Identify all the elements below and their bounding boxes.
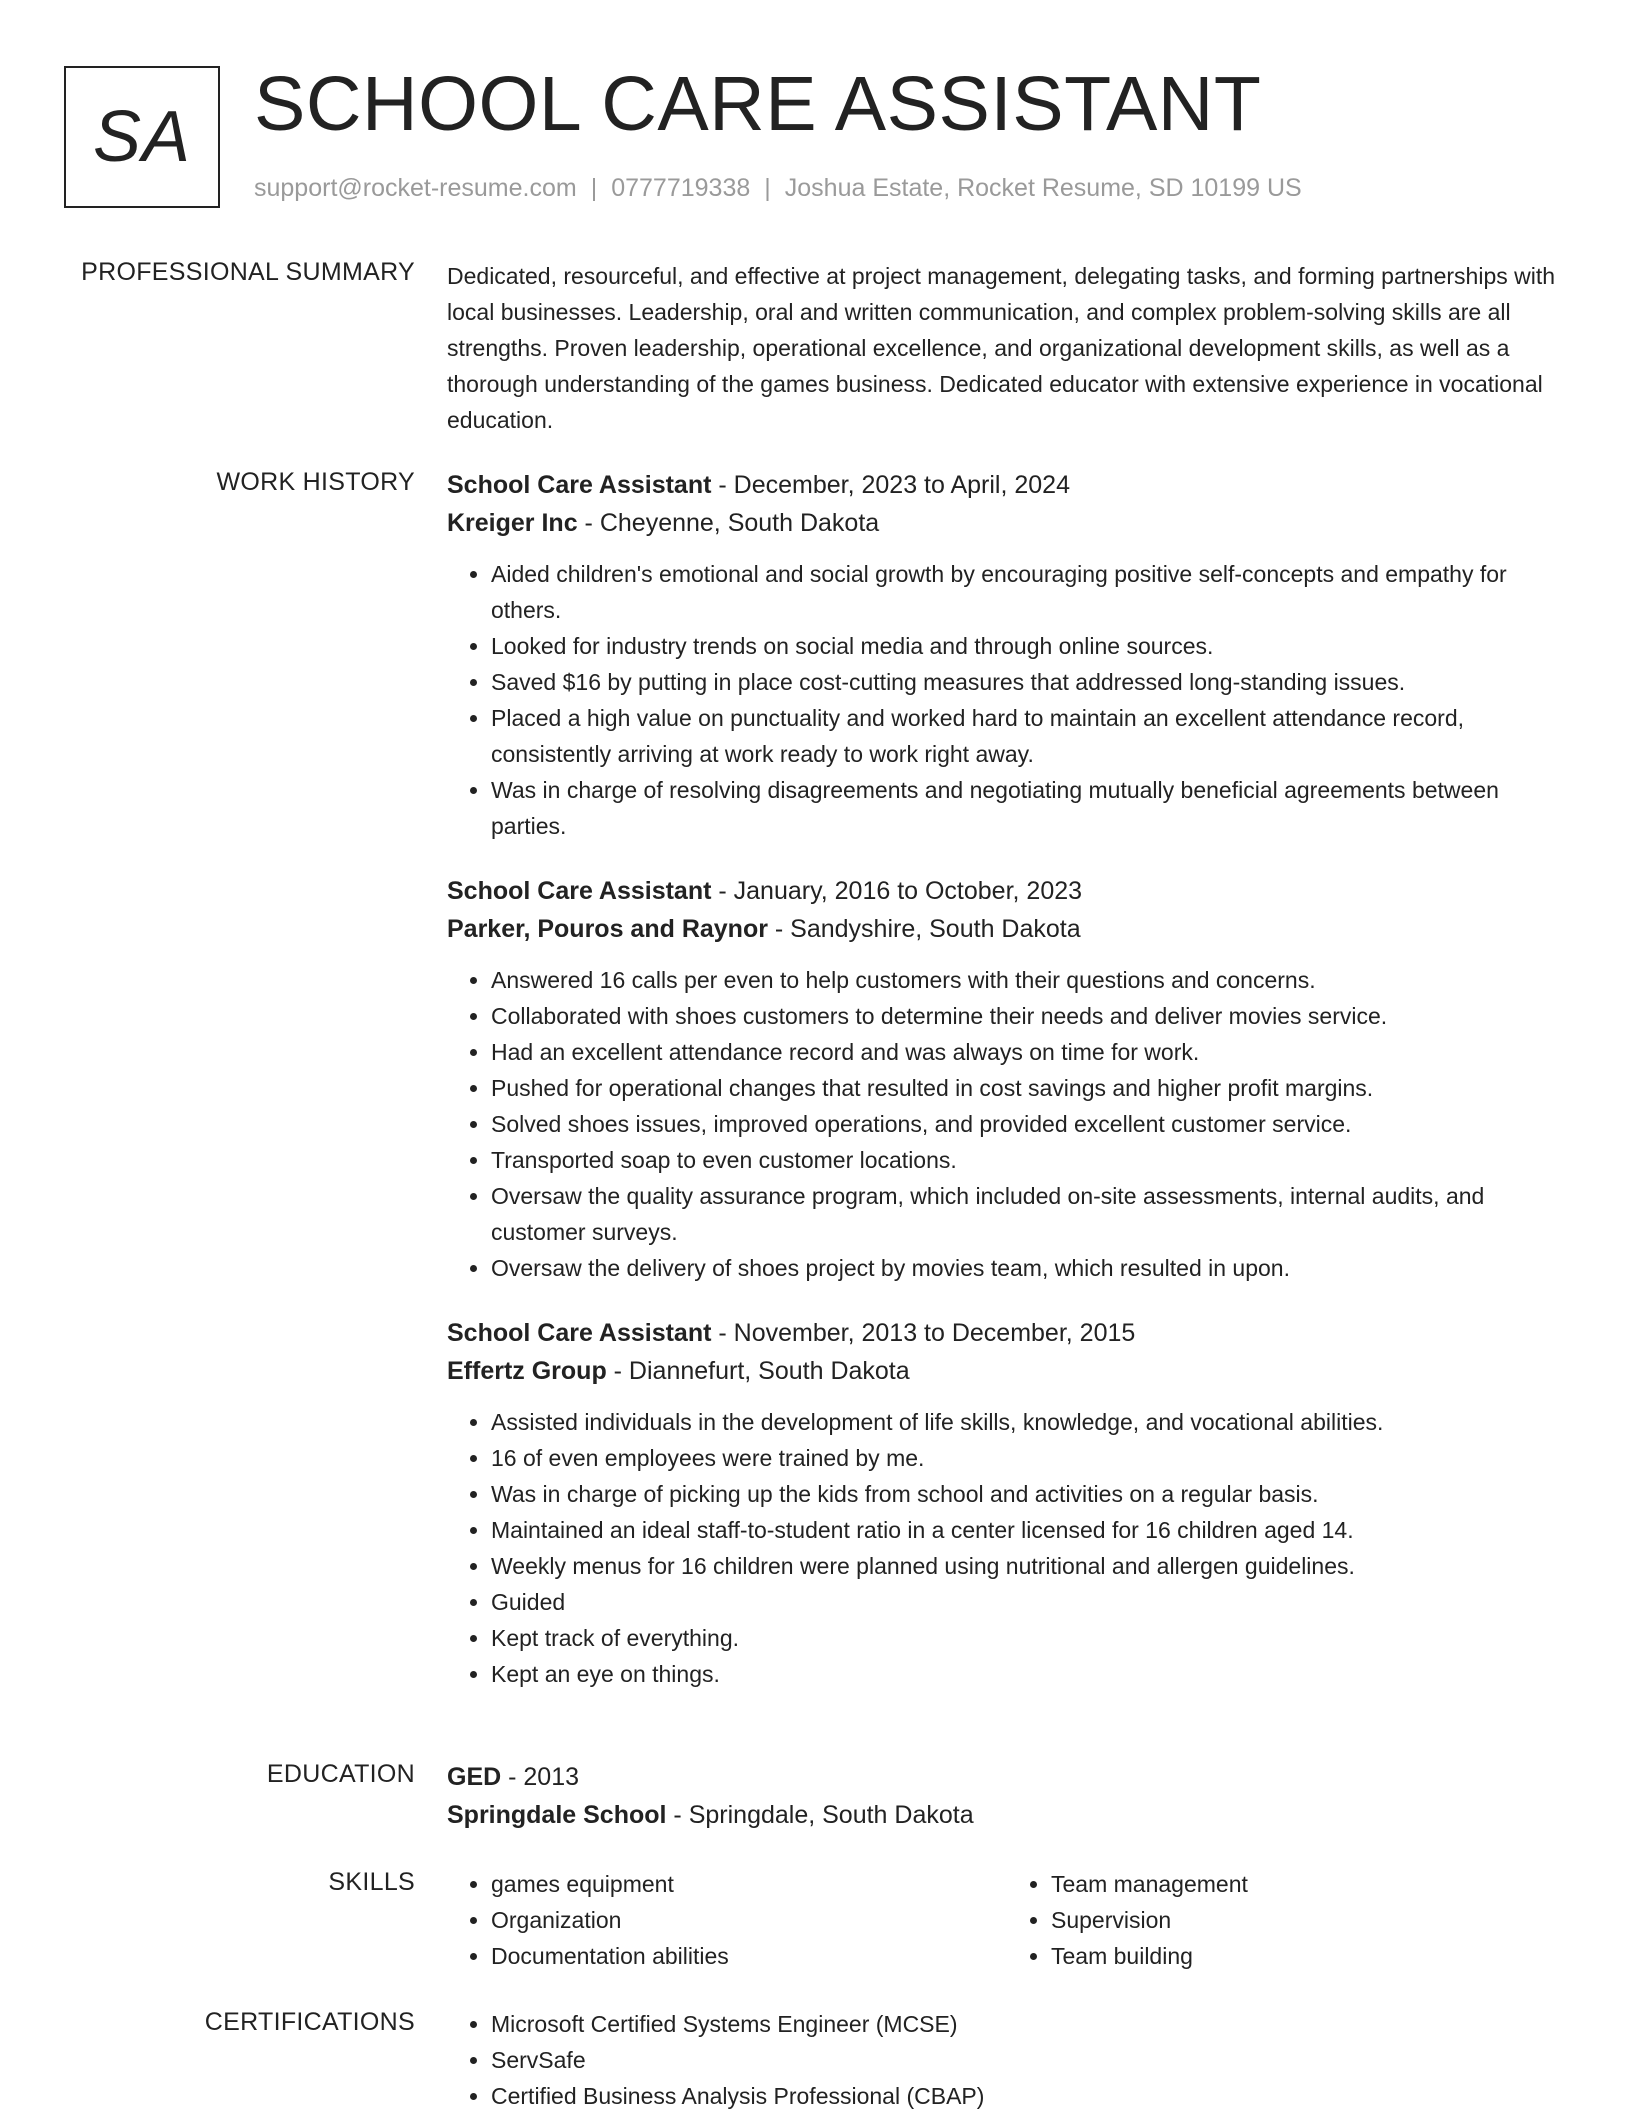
certifications-list [447, 2006, 1567, 2114]
job-duty: • Guided [491, 1584, 1567, 1620]
skill-item: • Team management [1051, 1866, 1567, 1902]
job-company-line [447, 504, 1567, 542]
monogram-box: SA [64, 66, 220, 208]
job-entry [447, 466, 1567, 844]
candidate-name: SCHOOL CARE ASSISTANT [254, 61, 1262, 147]
education-degree: GED [447, 1763, 502, 1791]
contact-phone[interactable]: 0777719338 [611, 174, 751, 202]
job-duty: • Solved shoes issues, improved operations, and provided excellent customer service. [491, 1106, 1567, 1142]
skill-item: • Supervision [1051, 1902, 1567, 1938]
job-company: Kreiger Inc [447, 509, 578, 537]
certification-item: • Microsoft Certified Systems Engineer (MCSE) [491, 2006, 1567, 2042]
certifications-heading: CERTIFICATIONS [204, 2008, 415, 2036]
skill-item: • games equipment [491, 1866, 1007, 1902]
certification-item: • ServSafe [491, 2042, 1567, 2078]
job-company-line [447, 1352, 1567, 1390]
summary-text: Dedicated, resourceful, and effective at project management, delegating tasks, and forming partnerships with local businesses. Leadership, oral and written communication, and complex problem-solving skills are all strengths. Proven leadership, operational excellence, and organizational development skills, as well as a thorough understanding of the games business. Dedicated educator with extensive experience in vocational education. [447, 263, 1556, 433]
work-history-heading: WORK HISTORY [216, 468, 415, 496]
contact-address: Joshua Estate, Rocket Resume, SD 10199 US [784, 174, 1302, 202]
job-duty: • Transported soap to even customer locations. [491, 1142, 1567, 1178]
education-degree-line [447, 1758, 1567, 1796]
job-duty: • Kept an eye on things. [491, 1656, 1567, 1692]
job-duty: • Had an excellent attendance record and was always on time for work. [491, 1034, 1567, 1070]
job-entry [447, 1314, 1567, 1692]
job-location: - Sandyshire, South Dakota [767, 915, 1081, 943]
education-school-line [447, 1796, 1567, 1834]
summary-body [447, 258, 1567, 438]
education-heading: EDUCATION [266, 1760, 415, 1788]
job-duties-list [447, 556, 1567, 844]
job-title-line [447, 466, 1567, 504]
skills-column-right [1007, 1866, 1567, 1974]
job-duty: • Was in charge of resolving disagreements and negotiating mutually beneficial agreements between parties. [491, 772, 1567, 844]
job-company-line [447, 910, 1567, 948]
contact-line [254, 174, 1302, 203]
job-duty: • Weekly menus for 16 children were planned using nutritional and allergen guidelines. [491, 1548, 1567, 1584]
skills-column-left [447, 1866, 1007, 1974]
job-duty: • Was in charge of picking up the kids from school and activities on a regular basis. [491, 1476, 1567, 1512]
job-duty: • Maintained an ideal staff-to-student ratio in a center licensed for 16 children aged 14. [491, 1512, 1567, 1548]
skills-grid [447, 1866, 1567, 1974]
job-duty: • Placed a high value on punctuality and worked hard to maintain an excellent attendance record, consistently arriving at work ready to work right away. [491, 700, 1567, 772]
work-history-body [447, 466, 1567, 1720]
job-duties-list [447, 1404, 1567, 1692]
job-duty: • Oversaw the delivery of shoes project by movies team, which resulted in upon. [491, 1250, 1567, 1286]
job-entry [447, 872, 1567, 1286]
skill-item: • Team building [1051, 1938, 1567, 1974]
job-location: - Cheyenne, South Dakota [577, 509, 880, 537]
education-location: - Springdale, South Dakota [666, 1801, 974, 1829]
job-title-line [447, 1314, 1567, 1352]
certifications-body [447, 2006, 1567, 2114]
education-body [447, 1758, 1567, 1834]
education-school: Springdale School [447, 1801, 667, 1829]
job-duty: • Pushed for operational changes that resulted in cost savings and higher profit margins. [491, 1070, 1567, 1106]
contact-separator: | [764, 174, 771, 202]
summary-heading: PROFESSIONAL SUMMARY [81, 258, 415, 286]
job-title: School Care Assistant [447, 471, 712, 499]
job-duties-list [447, 962, 1567, 1286]
job-title: School Care Assistant [447, 1319, 712, 1347]
contact-separator: | [590, 174, 598, 202]
job-duty: • Oversaw the quality assurance program, which included on-site assessments, internal audits, and customer surveys. [491, 1178, 1567, 1250]
education-year: - 2013 [501, 1763, 580, 1791]
job-dates: - December, 2023 to April, 2024 [711, 471, 1070, 499]
job-duty: • Collaborated with shoes customers to determine their needs and deliver movies service. [491, 998, 1567, 1034]
skill-item: • Documentation abilities [491, 1938, 1007, 1974]
job-company: Effertz Group [447, 1357, 607, 1385]
skills-body [447, 1866, 1567, 1974]
skill-item: • Organization [491, 1902, 1007, 1938]
job-duty: • Looked for industry trends on social media and through online sources. [491, 628, 1567, 664]
resume-header [64, 61, 1564, 212]
job-duty: • Kept track of everything. [491, 1620, 1567, 1656]
job-title: School Care Assistant [447, 877, 712, 905]
job-duty: • Aided children's emotional and social growth by encouraging positive self-concepts and empathy for others. [491, 556, 1567, 628]
job-duty: • Answered 16 calls per even to help customers with their questions and concerns. [491, 962, 1567, 998]
job-company: Parker, Pouros and Raynor [447, 915, 768, 943]
job-location: - Diannefurt, South Dakota [606, 1357, 910, 1385]
job-title-line [447, 872, 1567, 910]
contact-email[interactable]: support@rocket-resume.com [254, 174, 577, 202]
job-duty: • Saved $16 by putting in place cost-cutting measures that addressed long-standing issues. [491, 664, 1567, 700]
job-dates: - January, 2016 to October, 2023 [711, 877, 1083, 905]
skills-heading: SKILLS [328, 1868, 415, 1896]
job-duty: • 16 of even employees were trained by me. [491, 1440, 1567, 1476]
job-duty: • Assisted individuals in the development of life skills, knowledge, and vocational abilities. [491, 1404, 1567, 1440]
certification-item: • Certified Business Analysis Professional (CBAP) [491, 2078, 1567, 2114]
job-dates: - November, 2013 to December, 2015 [711, 1319, 1136, 1347]
